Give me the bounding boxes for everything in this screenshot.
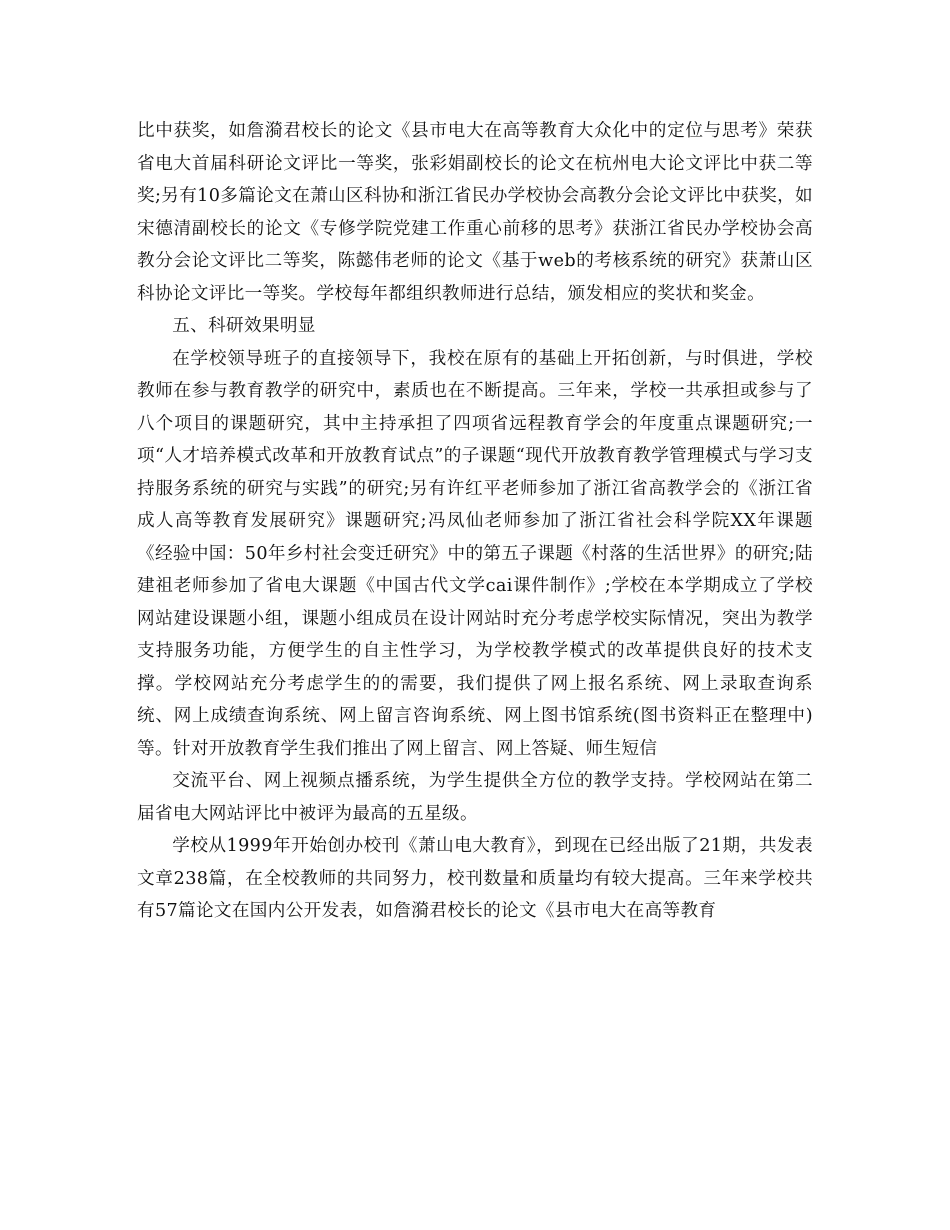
paragraph-school-journal: 学校从1999年开始创办校刊《萧山电大教育》，到现在已经出版了21期，共发表文章238篇，在全校教师的共同努力，校刊数量和质量均有较大提高。三年来学校共有57篇论文在国内公开发表，如詹漪君校长的论文《县市电大在高等教育 bbox=[137, 836, 813, 921]
paragraph-website-platform: 交流平台、网上视频点播系统，为学生提供全方位的教学支持。学校网站在第二届省电大网站评比中被评为最高的五星级。 bbox=[137, 771, 813, 824]
paragraph-award-continuation: 比中获奖，如詹漪君校长的论文《县市电大在高等教育大众化中的定位与思考》荣获省电大首届科研论文评比一等奖，张彩娟副校长的论文在杭州电大论文评比中获二等奖;另有10多篇论文在萧山区科协和浙江省民办学校协会高教分会论文评比中获奖，如宋德清副校长的论文《专修学院党建工作重心前移的思考》获浙江省民办学校协会高教分会论文评比二等奖，陈懿伟老师的论文《基于web的考核系统的研究》获萧山区科协论文评比一等奖。学校每年都组织教师进行总结，颁发相应的奖状和奖金。 bbox=[137, 121, 813, 304]
paragraph-research-projects: 在学校领导班子的直接领导下，我校在原有的基础上开拓创新，与时俱进，学校教师在参与教育教学的研究中，素质也在不断提高。三年来，学校一共承担或参与了八个项目的课题研究，其中主持承担了四项省远程教育学会的年度重点课题研究;一项“人才培养模式改革和开放教育试点”的子课题“现代开放教育教学管理模式与学习支持服务系统的研究与实践”的研究;另有许红平老师参加了浙江省高教学会的《浙江省成人高等教育发展研究》课题研究;冯凤仙老师参加了浙江省社会科学院XX年课题《经验中国：50年乡村社会变迁研究》中的第五子课题《村落的生活世界》的研究;陆建祖老师参加了省电大课题《中国古代文学cai课件制作》;学校在本学期成立了学校网站建设课题小组，课题小组成员在设计网站时充分考虑学校实际情况，突出为教学支持服务功能，方便学生的自主性学习，为学校教学模式的改革提供良好的技术支撑。学校网站充分考虑学生的的需要，我们提供了网上报名系统、网上录取查询系统、网上成绩查询系统、网上留言咨询系统、网上图书馆系统(图书资料正在整理中)等。针对开放教育学生我们推出了网上留言、网上答疑、师生短信 bbox=[137, 348, 813, 759]
section-heading-research-results: 五、科研效果明显 bbox=[172, 316, 316, 336]
document-body bbox=[137, 115, 813, 928]
